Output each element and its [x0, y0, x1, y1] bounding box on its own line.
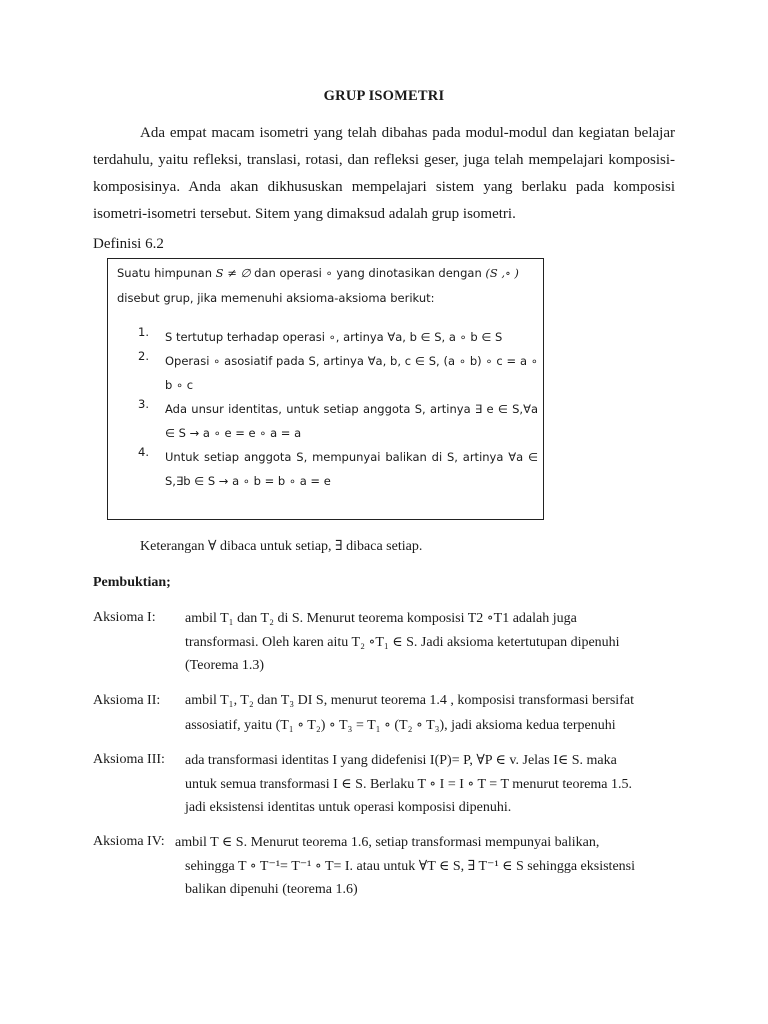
- axiom-item-text: Ada unsur identitas, untuk setiap anggota S, artinya ∃ e ∈ S,∀a ∈ S → a ∘ e = e ∘ a = a: [165, 402, 538, 440]
- axiom-4-label: Aksioma IV:: [93, 834, 165, 849]
- axiom-4-line: balikan dipenuhi (teorema 1.6): [185, 882, 358, 897]
- definition-line-2: disebut grup, jika memenuhi aksioma-aksioma berikut:: [117, 291, 435, 305]
- axiom-4-first-line: ambil T ∈ S. Menurut teorema 1.6, setiap transformasi mempunyai balikan,: [175, 835, 600, 850]
- axiom-3-line: jadi eksistensi identitas untuk operasi komposisi dipenuhi.: [185, 800, 512, 815]
- pembuktian-heading: Pembuktian;: [93, 575, 171, 590]
- definition-line-1: [117, 266, 541, 280]
- axiom-3-line: untuk semua transformasi I ∈ S. Berlaku T ∘ I = I ∘ T = T menurut teorema 1.5.: [185, 777, 632, 792]
- axiom-1-line: (Teorema 1.3): [185, 658, 265, 673]
- keterangan-note: Keterangan ∀ dibaca untuk setiap, ∃ dibaca setiap.: [140, 539, 423, 554]
- definition-line-1-a: Suatu himpunan: [117, 266, 212, 280]
- definition-group-notation: (S ,∘ ): [485, 266, 519, 280]
- axiom-item-text: S tertutup terhadap operasi ∘, artinya ∀a, b ∈ S, a ∘ b ∈ S: [165, 330, 503, 344]
- axiom-1-line: ambil T₁ dan T₂ di S. Menurut teorema komposisi T2 ∘T1 adalah juga: [185, 611, 577, 626]
- axiom-1-label: Aksioma I:: [93, 610, 156, 625]
- axiom-3-line: ada transformasi identitas I yang didefenisi I(P)= P, ∀P ∈ v. Jelas I∈ S. maka: [185, 753, 617, 768]
- axiom-2-line: ambil T₁, T₂ dan T₃ DI S, menurut teorema 1.4 , komposisi transformasi bersifat: [185, 693, 634, 708]
- axiom-item-number: 1.: [138, 325, 149, 339]
- definition-set-notation: S ≠ ∅: [215, 266, 251, 280]
- definition-line-1-b: dan operasi ∘ yang dinotasikan dengan: [254, 266, 482, 280]
- axiom-item-number: 2.: [138, 349, 149, 363]
- axiom-2-label: Aksioma II:: [93, 693, 161, 708]
- axiom-item-number: 3.: [138, 397, 149, 411]
- axiom-3-label: Aksioma III:: [93, 752, 165, 767]
- definition-label: Definisi 6.2: [93, 236, 164, 252]
- definition-box: [107, 258, 544, 520]
- page-title: GRUP ISOMETRI: [323, 88, 445, 104]
- axiom-2-line: assosiatif, yaitu (T₁ ∘ T₂) ∘ T₃ = T₁ ∘ (T₂ ∘ T₃), jadi aksioma kedua terpenuhi: [185, 718, 616, 733]
- intro-paragraph: [93, 120, 675, 228]
- axiom-1-line: transformasi. Oleh karen aitu T₂ ∘T₁ ∈ S. Jadi aksioma ketertutupan dipenuhi: [185, 635, 620, 650]
- axiom-item-text: Untuk setiap anggota S, mempunyai balikan di S, artinya ∀a ∈ S,∃b ∈ S → a ∘ b = b ∘ a = e: [165, 450, 538, 488]
- axiom-item-number: 4.: [138, 445, 149, 459]
- axiom-4-line: sehingga T ∘ T⁻¹= T⁻¹ ∘ T= I. atau untuk ∀T ∈ S, ∃ T⁻¹ ∈ S sehingga eksistensi: [185, 859, 636, 874]
- intro-text: Ada empat macam isometri yang telah dibahas pada modul-modul dan kegiatan belajar terdahulu, yaitu refleksi, translasi, rotasi, dan refleksi geser, juga telah mempelajari komposisi-komposisinya. Anda akan dikhususkan mempelajari sistem yang berlaku pada komposisi isometri-isometri tersebut. Sitem yang dimaksud adalah grup isometri.: [93, 125, 675, 222]
- axiom-item-text: Operasi ∘ asosiatif pada S, artinya ∀a, b, c ∈ S, (a ∘ b) ∘ c = a ∘ b ∘ c: [165, 354, 538, 392]
